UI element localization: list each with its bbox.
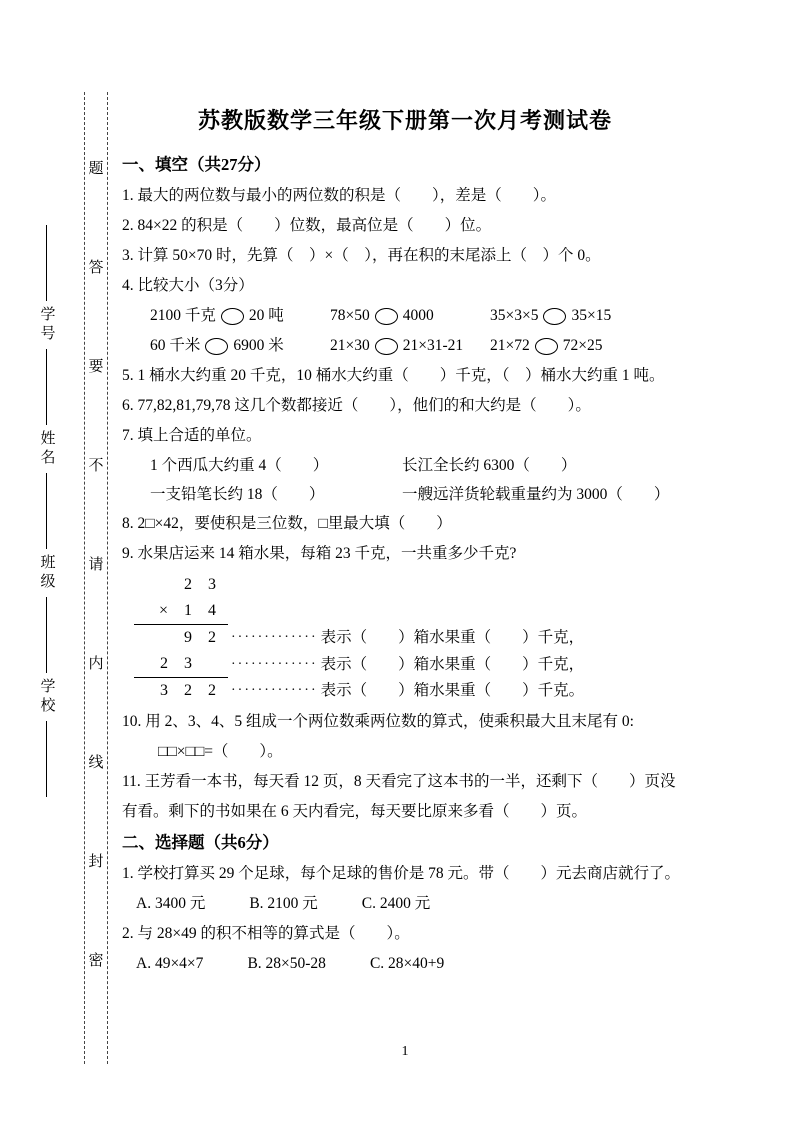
mult-row <box>134 678 688 704</box>
compare-left: 21×30 <box>330 337 370 354</box>
field-label: 学校 <box>38 678 55 716</box>
comparison-circle <box>205 338 228 355</box>
option-item: A. 49×4×7 <box>136 955 204 972</box>
question-text: 1. 最大的两位数与最小的两位数的积是（ ），差是（ ）。 <box>122 187 557 204</box>
field-label: 学号 <box>38 306 55 344</box>
field-label: 班级 <box>38 554 55 592</box>
option-item: B. 2100 元 <box>249 895 318 912</box>
compare-right: 6900 米 <box>233 337 284 354</box>
field-blank <box>46 721 47 797</box>
compare-right: 35×15 <box>571 307 612 324</box>
page-number: 1 <box>401 1044 409 1059</box>
compare-item <box>490 331 603 361</box>
option-item: C. 2400 元 <box>361 895 431 912</box>
seal-char: 不 <box>88 458 104 474</box>
seal-char: 封 <box>88 854 104 870</box>
seal-char: 要 <box>88 359 104 375</box>
section-heading: 一、填空（共27分） <box>122 155 271 174</box>
mult-caption: 表示（ ）箱水果重（ ）千克， <box>320 655 585 673</box>
question-text: 8. 2□×42，要使积是三位数，□里最大填（ ） <box>122 515 452 532</box>
mult-caption: 表示（ ）箱水果重（ ）千克， <box>320 629 585 646</box>
compare-row <box>122 301 688 331</box>
page-title: 苏教版数学三年级下册第一次月考测试卷 <box>197 108 612 133</box>
compare-left: 78×50 <box>330 307 370 324</box>
seal-char: 线 <box>88 755 104 771</box>
compare-right: 4000 <box>402 307 434 324</box>
dots-leader: ············· <box>231 683 318 698</box>
mult-digits: 3 2 2 <box>159 682 216 699</box>
mult-digits: 2 3 <box>183 576 216 593</box>
unit-fill-item: 1 个西瓜大约重 4（ ） <box>150 457 329 474</box>
field-blank <box>46 597 47 673</box>
seal-char: 请 <box>88 557 104 573</box>
dots-leader: ············· <box>231 656 318 672</box>
field-label: 姓名 <box>38 430 55 468</box>
section-heading: 二、选择题（共6分） <box>122 833 279 852</box>
compare-left: 60 千米 <box>150 337 201 354</box>
mult-digits: 9 2 <box>183 629 216 646</box>
question-blocks <box>122 149 688 979</box>
option-item: A. 3400 元 <box>136 895 206 912</box>
field-blank <box>46 349 47 425</box>
compare-right: 72×25 <box>562 337 603 354</box>
unit-fill-row <box>122 480 688 509</box>
mult-row <box>134 651 688 678</box>
unit-fill-row <box>122 451 688 480</box>
compare-left: 21×72 <box>490 337 530 354</box>
question-text: 10. 用 2、3、4、5 组成一个两位数乘两位数的算式，使乘积最大且末尾有 0: <box>122 713 634 730</box>
compare-item <box>330 301 490 331</box>
comparison-circle <box>535 338 558 355</box>
options-row <box>122 949 688 979</box>
question-text: 7. 填上合适的单位。 <box>122 427 262 444</box>
compare-item <box>490 301 611 331</box>
compare-left: 35×3×5 <box>490 307 539 324</box>
compare-right: 20 吨 <box>248 307 284 324</box>
comparison-circle <box>375 308 398 325</box>
question-text: 11. 王芳看一本书，每天看 12 页，8 天看完了这本书的一半，还剩下（ ）页没有看。剩下的书如果在 6 天内看完，每天要比原来多看（ ）页。 <box>122 773 676 820</box>
unit-fill-item: 一艘远洋货轮载重量约为 3000（ ） <box>402 486 670 503</box>
question-text: 2. 84×22 的积是（ ）位数，最高位是（ ）位。 <box>122 217 492 234</box>
question-text: 6. 77,82,81,79,78 这几个数都接近（ ），他们的和大约是（ ）。 <box>122 397 591 414</box>
question-text: 5. 1 桶水大约重 20 千克，10 桶水大约重（ ）千克，（ ）桶水大约重 1 吨。 <box>122 367 665 384</box>
mult-work <box>134 572 688 704</box>
comparison-circle <box>543 308 566 325</box>
options-row <box>122 889 688 919</box>
seal-line <box>84 92 108 1064</box>
seal-char: 内 <box>88 656 104 672</box>
mult-caption: 表示（ ）箱水果重（ ）千克。 <box>320 682 585 699</box>
field-blank <box>46 473 47 549</box>
question-text: 2. 与 28×49 的积不相等的算式是（ ）。 <box>122 925 410 942</box>
comparison-circle <box>375 338 398 355</box>
compare-right: 21×31-21 <box>402 337 464 354</box>
seal-char: 答 <box>88 260 104 276</box>
compare-item <box>330 331 490 361</box>
comparison-circle <box>221 308 244 325</box>
mult-row <box>134 598 688 625</box>
mult-row <box>134 625 688 651</box>
content-area <box>122 104 688 979</box>
compare-row <box>122 331 688 361</box>
unit-fill-item: 长江全长约 6300（ ） <box>402 457 577 474</box>
option-item: C. 28×40+9 <box>369 955 445 972</box>
field-blank <box>46 225 47 301</box>
seal-char: 密 <box>88 953 104 969</box>
mult-row <box>134 572 688 598</box>
compare-item <box>150 301 330 331</box>
question-text: 9. 水果店运来 14 箱水果，每箱 23 千克，一共重多少千克? <box>122 545 517 562</box>
compare-item <box>150 331 330 361</box>
unit-fill-item: 一支铅笔长约 18（ ） <box>150 486 325 503</box>
mult-digits: 2 3 <box>134 651 228 678</box>
mult-digits: × 1 4 <box>134 598 228 625</box>
fields-strip <box>32 225 60 797</box>
compare-left: 2100 千克 <box>150 307 216 324</box>
question-text: 4. 比较大小（3分） <box>122 277 254 294</box>
seal-char: 题 <box>88 161 104 177</box>
question-text: 1. 学校打算买 29 个足球，每个足球的售价是 78 元。带（ ）元去商店就行了。 <box>122 865 681 882</box>
question-text: 3. 计算 50×70 时，先算（ ）×（ ），再在积的末尾添上（ ）个 0。 <box>122 247 601 264</box>
dots-leader: ············· <box>231 630 318 645</box>
question-text: □□×□□=（ ）。 <box>158 743 283 760</box>
option-item: B. 28×50-28 <box>247 955 326 972</box>
